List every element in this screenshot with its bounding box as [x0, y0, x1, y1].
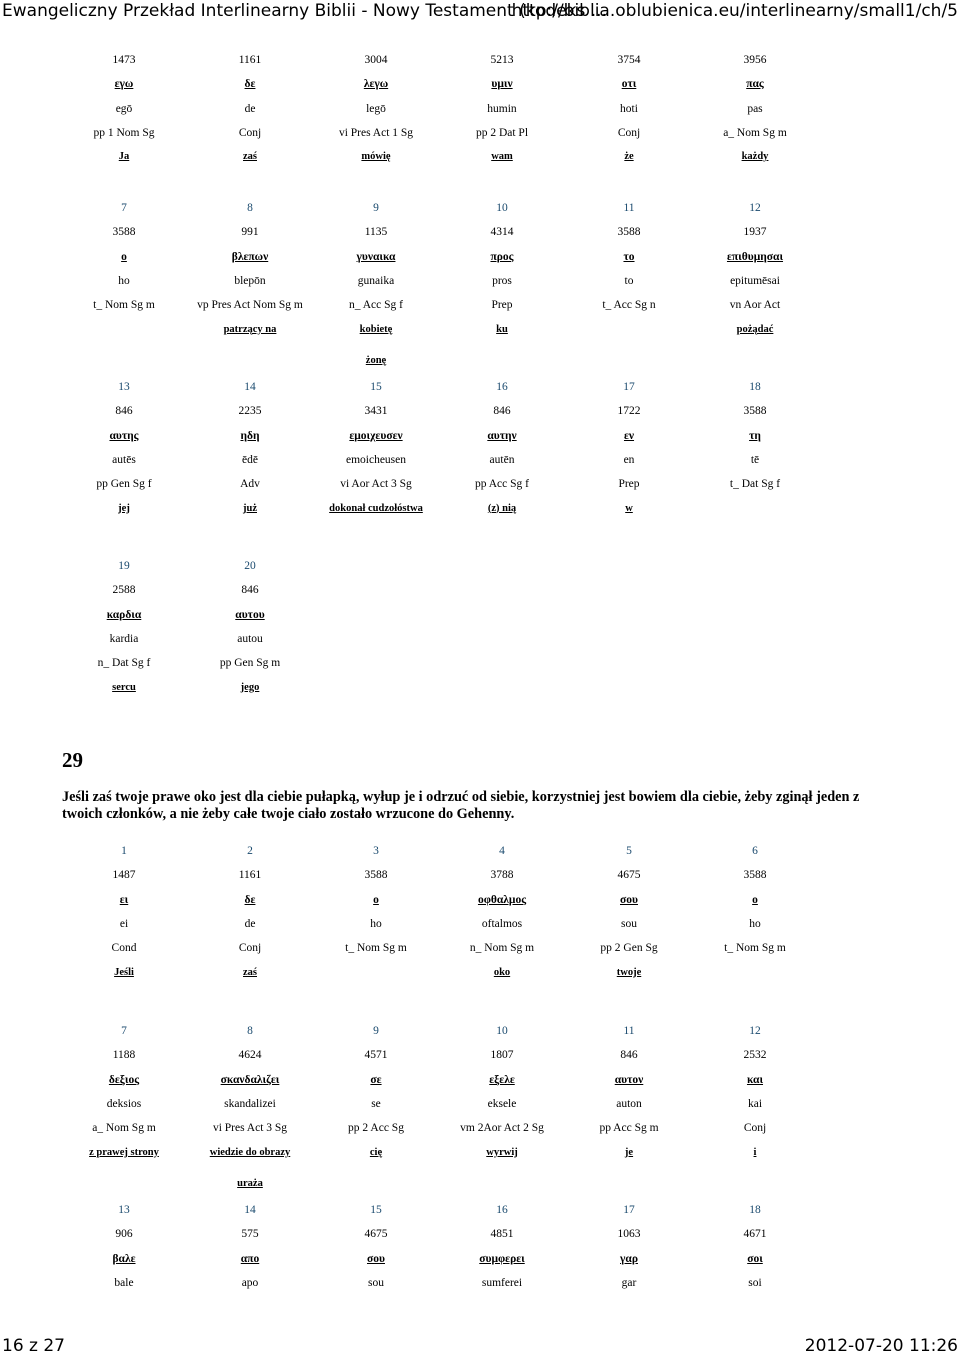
- morphology-row: [0, 127, 960, 143]
- word-number: 7: [121, 202, 127, 214]
- transliteration: de: [244, 102, 256, 115]
- greek-word[interactable]: γυναικα: [356, 250, 396, 263]
- greek-word-row: [0, 78, 960, 94]
- morphology: vn Aor Act: [729, 299, 781, 312]
- transliteration: sumferei: [481, 1276, 523, 1289]
- transliteration: sou: [621, 917, 637, 930]
- transliteration: oftalmos: [481, 917, 523, 930]
- polish-translation[interactable]: dokonał cudzołóstwa: [329, 502, 423, 514]
- transliteration: humin: [487, 102, 517, 115]
- strong-number: 3788: [490, 869, 514, 882]
- morphology-row: [0, 478, 960, 494]
- polish-translation-row: [0, 1147, 960, 1163]
- morphology: pp Gen Sg m: [219, 657, 281, 670]
- polish-translation-row: [0, 503, 960, 519]
- strong-number: 1161: [238, 869, 262, 882]
- strong-number: 3588: [364, 869, 388, 882]
- word-number-row: [0, 202, 960, 218]
- transliteration: ēdē: [242, 453, 258, 466]
- transliteration-row: [0, 454, 960, 470]
- strong-number: 4851: [490, 1228, 514, 1241]
- alternate-translation-row: [0, 355, 960, 371]
- greek-word[interactable]: λεγω: [363, 78, 389, 91]
- word-number: 17: [623, 381, 635, 393]
- word-number: 16: [496, 1204, 508, 1216]
- word-number: 18: [749, 1204, 761, 1216]
- page-url[interactable]: http://biblia.oblubienica.eu/interlinearny/small1/ch/5: [511, 1, 958, 21]
- strong-number: 3956: [743, 54, 767, 66]
- morphology: vi Aor Act 3 Sg: [340, 478, 412, 491]
- greek-word[interactable]: γαρ: [620, 1252, 638, 1265]
- polish-translation[interactable]: już: [243, 502, 257, 514]
- greek-word[interactable]: σε: [370, 1073, 382, 1086]
- word-number-row: [0, 1204, 960, 1220]
- greek-word[interactable]: οφθαλμος: [477, 893, 527, 906]
- verse-number: 29: [62, 748, 83, 772]
- morphology: pp Gen Sg f: [96, 478, 152, 491]
- morphology: t_ Nom Sg m: [345, 942, 407, 955]
- transliteration: autēn: [489, 453, 515, 466]
- greek-word[interactable]: σκανδαλιζει: [220, 1073, 280, 1086]
- strong-number: 991: [241, 226, 259, 239]
- strong-number: 846: [115, 405, 133, 418]
- polish-translation[interactable]: je: [624, 1146, 634, 1158]
- greek-word-row: [0, 894, 960, 910]
- polish-translation[interactable]: ku: [496, 323, 508, 335]
- transliteration: autēs: [112, 453, 136, 466]
- polish-translation[interactable]: jego: [240, 681, 260, 693]
- transliteration: eksele: [487, 1097, 517, 1110]
- polish-translation[interactable]: z prawej strony: [89, 1146, 159, 1158]
- word-number: 5: [626, 845, 632, 857]
- strong-number: 1135: [364, 226, 388, 239]
- transliteration: pros: [492, 274, 512, 287]
- greek-word[interactable]: οτι: [621, 78, 637, 91]
- strong-number: 3431: [364, 405, 388, 418]
- transliteration: epitumēsai: [730, 274, 780, 287]
- strong-number: 1473: [112, 54, 136, 66]
- strong-number-row: [0, 226, 960, 242]
- strong-number: 4675: [364, 1228, 388, 1241]
- transliteration: gar: [621, 1276, 637, 1289]
- polish-translation[interactable]: patrzący na: [223, 323, 277, 335]
- page-footer: [0, 1335, 960, 1359]
- transliteration: ho: [118, 274, 130, 287]
- strong-number: 575: [241, 1228, 259, 1241]
- transliteration: apo: [241, 1276, 259, 1289]
- strong-number: 1063: [617, 1228, 641, 1241]
- morphology: Cond: [111, 942, 137, 955]
- word-number: 16: [496, 381, 508, 393]
- greek-word-row: [0, 430, 960, 446]
- greek-word[interactable]: εν: [623, 429, 635, 442]
- strong-number: 3004: [364, 54, 388, 66]
- greek-word[interactable]: δεξιος: [108, 1073, 140, 1086]
- transliteration: egō: [115, 102, 133, 115]
- polish-translation[interactable]: wam: [491, 151, 513, 163]
- word-number: 12: [749, 1025, 761, 1037]
- strong-number: 3588: [112, 226, 136, 239]
- strong-number: 1937: [743, 226, 767, 239]
- alternate-translation[interactable]: żonę: [365, 354, 387, 366]
- strong-number: 2588: [112, 584, 136, 597]
- greek-word[interactable]: ο: [752, 893, 758, 906]
- greek-word[interactable]: αυτην: [487, 429, 517, 442]
- greek-word[interactable]: πας: [746, 78, 764, 91]
- strong-number: 4571: [364, 1049, 388, 1062]
- morphology-row: [0, 299, 960, 315]
- morphology: Conj: [238, 942, 262, 955]
- morphology: a_ Nom Sg m: [723, 126, 787, 139]
- word-number-row: [0, 381, 960, 397]
- greek-word-row: [0, 609, 960, 625]
- morphology-row: [0, 942, 960, 958]
- word-number: 1: [121, 845, 127, 857]
- greek-word[interactable]: υμιν: [491, 78, 513, 91]
- page-header: [0, 0, 960, 24]
- greek-word[interactable]: το: [623, 250, 635, 263]
- transliteration: de: [244, 917, 256, 930]
- strong-number: 3754: [617, 54, 641, 66]
- strong-number: 1188: [112, 1049, 136, 1062]
- strong-number: 4675: [617, 869, 641, 882]
- morphology: Prep: [618, 478, 640, 491]
- greek-word[interactable]: εγω: [114, 78, 134, 91]
- greek-word[interactable]: καρδια: [106, 608, 142, 621]
- verse-text: Jeśli zaś twoje prawe oko jest dla ciebie pułapką, wyłup je i odrzuć od siebie, korzystniej jest bowiem dla ciebie, żeby zginął jeden z twoich członków, a nie żeby całe twoje ciało zostało wrzucone do Gehenny.: [62, 789, 860, 822]
- morphology-row: [0, 1122, 960, 1138]
- strong-number: 846: [493, 405, 511, 418]
- morphology: t_ Nom Sg m: [724, 942, 786, 955]
- polish-translation[interactable]: Ja: [118, 151, 130, 163]
- strong-number: 1487: [112, 869, 136, 882]
- greek-word[interactable]: βαλε: [112, 1252, 136, 1265]
- polish-translation[interactable]: jej: [118, 502, 130, 514]
- transliteration: legō: [366, 102, 386, 115]
- greek-word[interactable]: εξελε: [489, 1073, 515, 1086]
- polish-translation-row: [0, 682, 960, 698]
- word-number: 8: [247, 202, 253, 214]
- morphology: Prep: [491, 299, 513, 312]
- greek-word[interactable]: αυτης: [109, 429, 139, 442]
- strong-number: 5213: [490, 54, 514, 66]
- transliteration: emoicheusen: [345, 453, 407, 466]
- morphology-row: [0, 657, 960, 673]
- greek-word-row: [0, 1074, 960, 1090]
- polish-translation[interactable]: mówię: [361, 151, 391, 163]
- word-number: 20: [244, 560, 256, 572]
- morphology: Conj: [743, 1122, 767, 1135]
- word-number: 6: [752, 845, 758, 857]
- strong-number: 3588: [617, 226, 641, 239]
- transliteration: deksios: [106, 1097, 142, 1110]
- word-number-row: [0, 1025, 960, 1041]
- word-number: 14: [244, 1204, 256, 1216]
- word-number: 9: [373, 1025, 379, 1037]
- strong-number-row: [0, 869, 960, 885]
- polish-translation[interactable]: Jeśli: [114, 966, 134, 978]
- greek-word[interactable]: αυτον: [614, 1073, 644, 1086]
- transliteration-row: [0, 1277, 960, 1293]
- transliteration: skandalizei: [224, 1097, 276, 1110]
- greek-word[interactable]: τη: [749, 429, 761, 442]
- greek-word[interactable]: ο: [121, 250, 127, 263]
- morphology: pp Acc Sg m: [599, 1122, 659, 1135]
- greek-word[interactable]: ηδη: [240, 429, 260, 442]
- polish-translation[interactable]: kobietę: [359, 323, 393, 335]
- transliteration: pas: [747, 102, 763, 115]
- transliteration: auton: [616, 1097, 642, 1110]
- transliteration-row: [0, 275, 960, 291]
- greek-word[interactable]: προς: [490, 250, 514, 263]
- greek-word[interactable]: επιθυμησαι: [726, 250, 784, 263]
- transliteration: gunaika: [357, 274, 395, 287]
- polish-translation[interactable]: twoje: [616, 966, 642, 978]
- polish-translation[interactable]: sercu: [112, 681, 136, 693]
- morphology: t_ Acc Sg n: [602, 299, 656, 312]
- strong-number: 846: [620, 1049, 638, 1062]
- strong-number: 1161: [238, 54, 262, 66]
- transliteration: to: [624, 274, 634, 287]
- strong-number: 4671: [743, 1228, 767, 1241]
- transliteration-row: [0, 633, 960, 649]
- strong-number-row: [0, 405, 960, 421]
- greek-word[interactable]: σοι: [747, 1252, 763, 1265]
- transliteration: tē: [750, 453, 760, 466]
- word-number: 10: [496, 202, 508, 214]
- word-number: 18: [749, 381, 761, 393]
- transliteration: se: [371, 1097, 381, 1110]
- word-number: 11: [623, 1025, 635, 1037]
- strong-number-row: [0, 584, 960, 600]
- alternate-translation[interactable]: uraża: [237, 1177, 263, 1189]
- word-number: 8: [247, 1025, 253, 1037]
- word-number-row: [0, 560, 960, 576]
- strong-number: 4624: [238, 1049, 262, 1062]
- word-number: 2: [247, 845, 253, 857]
- transliteration: sou: [368, 1276, 384, 1289]
- morphology: t_ Dat Sg f: [729, 478, 781, 491]
- polish-translation[interactable]: każdy: [741, 151, 769, 163]
- morphology: pp Acc Sg f: [475, 478, 529, 491]
- greek-word[interactable]: εμοιχευσεν: [349, 429, 403, 442]
- morphology: Adv: [240, 478, 260, 491]
- polish-translation[interactable]: wiedzie do obrazy: [209, 1146, 291, 1158]
- greek-word[interactable]: ει: [119, 893, 129, 906]
- transliteration: ei: [119, 917, 129, 930]
- morphology: t_ Nom Sg m: [93, 299, 155, 312]
- morphology: n_ Dat Sg f: [97, 657, 151, 670]
- transliteration: bale: [114, 1276, 134, 1289]
- transliteration: kardia: [109, 632, 139, 645]
- word-number: 13: [118, 381, 130, 393]
- morphology: vi Pres Act 1 Sg: [338, 126, 414, 139]
- greek-word[interactable]: συμφερει: [479, 1252, 525, 1265]
- morphology: pp 2 Gen Sg: [600, 942, 658, 955]
- strong-number: 3588: [743, 405, 767, 418]
- transliteration: ho: [749, 917, 761, 930]
- strong-number-row: [0, 1228, 960, 1244]
- polish-translation-row: [0, 967, 960, 983]
- word-number: 12: [749, 202, 761, 214]
- strong-number-row: [0, 1049, 960, 1065]
- morphology: vm 2Aor Act 2 Sg: [460, 1122, 544, 1135]
- strong-number: 1807: [490, 1049, 514, 1062]
- greek-word[interactable]: και: [746, 1073, 764, 1086]
- morphology: pp 2 Acc Sg: [348, 1122, 404, 1135]
- greek-word[interactable]: ο: [373, 893, 379, 906]
- polish-translation[interactable]: wyrwij: [486, 1146, 518, 1158]
- word-number-row: [0, 845, 960, 861]
- strong-number: 906: [115, 1228, 133, 1241]
- word-number: 15: [370, 381, 382, 393]
- greek-word[interactable]: σου: [367, 1252, 385, 1265]
- morphology: pp 2 Dat Pl: [475, 126, 529, 139]
- polish-translation-row: [0, 151, 960, 167]
- word-number: 15: [370, 1204, 382, 1216]
- strong-number: 1722: [617, 405, 641, 418]
- strong-number: 3588: [743, 869, 767, 882]
- morphology: Conj: [238, 126, 262, 139]
- morphology: pp 1 Nom Sg: [93, 126, 155, 139]
- strong-number-row: [0, 54, 960, 70]
- word-number: 19: [118, 560, 130, 572]
- transliteration: kai: [747, 1097, 763, 1110]
- greek-word[interactable]: αυτου: [235, 608, 265, 621]
- greek-word[interactable]: σου: [620, 893, 638, 906]
- strong-number: 2532: [743, 1049, 767, 1062]
- print-datetime: 2012-07-20 11:26: [804, 1336, 958, 1356]
- morphology: vp Pres Act Nom Sg m: [197, 299, 303, 312]
- transliteration-row: [0, 103, 960, 119]
- morphology: n_ Nom Sg m: [469, 942, 535, 955]
- polish-translation[interactable]: zaś: [243, 151, 257, 163]
- transliteration: en: [623, 453, 635, 466]
- morphology: vi Pres Act 3 Sg: [212, 1122, 288, 1135]
- greek-word[interactable]: βλεπων: [231, 250, 269, 263]
- greek-word[interactable]: δε: [244, 893, 256, 906]
- greek-word-row: [0, 1253, 960, 1269]
- polish-translation[interactable]: w: [625, 502, 633, 514]
- word-number: 4: [499, 845, 505, 857]
- word-number: 7: [121, 1025, 127, 1037]
- word-number: 14: [244, 381, 256, 393]
- transliteration: blepōn: [234, 274, 266, 287]
- transliteration-row: [0, 1098, 960, 1114]
- morphology: n_ Acc Sg f: [349, 299, 403, 312]
- polish-translation[interactable]: cię: [369, 1146, 383, 1158]
- morphology: Conj: [617, 126, 641, 139]
- word-number: 17: [623, 1204, 635, 1216]
- strong-number: 2235: [238, 405, 262, 418]
- strong-number: 4314: [490, 226, 514, 239]
- page-counter: 16 z 27: [2, 1336, 65, 1356]
- polish-translation[interactable]: pożądać: [736, 323, 774, 335]
- page-title: Ewangeliczny Przekład Interlinearny Biblii - Nowy Testament (kodeks ...: [2, 1, 607, 21]
- greek-word[interactable]: δε: [244, 78, 256, 91]
- alternate-translation-row: [0, 1178, 960, 1194]
- morphology: a_ Nom Sg m: [92, 1122, 156, 1135]
- polish-translation[interactable]: i: [753, 1146, 757, 1158]
- polish-translation[interactable]: oko: [493, 966, 511, 978]
- transliteration: soi: [748, 1276, 762, 1289]
- word-number: 11: [623, 202, 635, 214]
- polish-translation[interactable]: zaś: [243, 966, 257, 978]
- transliteration-row: [0, 918, 960, 934]
- greek-word-row: [0, 251, 960, 267]
- greek-word[interactable]: απο: [240, 1252, 260, 1265]
- polish-translation[interactable]: że: [624, 151, 634, 163]
- polish-translation-row: [0, 324, 960, 340]
- word-number: 13: [118, 1204, 130, 1216]
- word-number: 3: [373, 845, 379, 857]
- polish-translation[interactable]: (z) nią: [487, 502, 517, 514]
- word-number: 10: [496, 1025, 508, 1037]
- strong-number: 846: [241, 584, 259, 597]
- transliteration: autou: [237, 632, 263, 645]
- transliteration: hoti: [620, 102, 638, 115]
- transliteration: ho: [370, 917, 382, 930]
- word-number: 9: [373, 202, 379, 214]
